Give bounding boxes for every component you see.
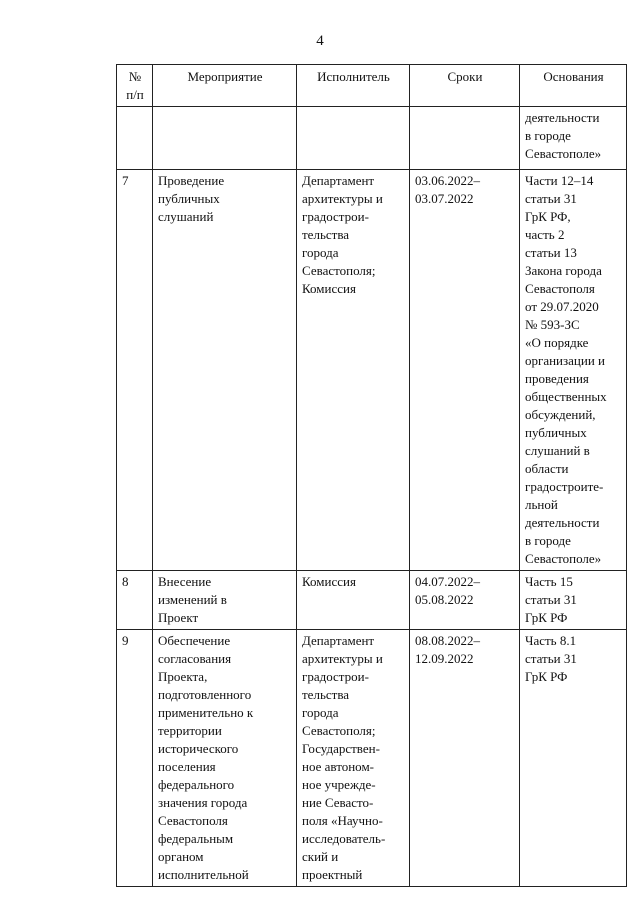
cell-basis bbox=[520, 630, 627, 887]
cell-num-text: 8 bbox=[122, 574, 129, 589]
cell-dates-text: 08.08.2022– 12.09.2022 bbox=[415, 633, 480, 666]
events-table bbox=[116, 64, 627, 887]
cell-event bbox=[153, 630, 297, 887]
cell-num bbox=[117, 630, 153, 887]
cell-event bbox=[153, 170, 297, 571]
cell-num-text: 7 bbox=[122, 173, 129, 188]
page-number: 4 bbox=[316, 33, 324, 49]
header-dates bbox=[410, 65, 520, 107]
cell-num bbox=[117, 571, 153, 630]
table-header-row bbox=[117, 65, 627, 107]
table-row bbox=[117, 170, 627, 571]
cell-basis-text: Часть 15 статьи 31 ГрК РФ bbox=[525, 574, 577, 625]
header-num bbox=[117, 65, 153, 107]
header-event-label: Мероприятие bbox=[187, 69, 263, 84]
cell-executor-text: Комиссия bbox=[302, 574, 356, 589]
cell-num bbox=[117, 170, 153, 571]
header-event bbox=[153, 65, 297, 107]
cell-event bbox=[153, 107, 297, 170]
header-executor bbox=[297, 65, 410, 107]
cell-executor-text: Департамент архитектуры и градострои- тельства города Севастополя; Государствен- ное автоном- ное учрежде- ние Севасто- поля «Научно- исследователь- ский и проектный bbox=[302, 633, 386, 882]
cell-dates-text: 03.06.2022– 03.07.2022 bbox=[415, 173, 480, 206]
cell-basis-text: деятельности в городе Севастополе» bbox=[525, 110, 602, 161]
table-row bbox=[117, 571, 627, 630]
cell-executor bbox=[297, 630, 410, 887]
cell-dates bbox=[410, 170, 520, 571]
cell-executor bbox=[297, 571, 410, 630]
cell-event-text: Проведение публичных слушаний bbox=[158, 173, 225, 224]
cell-basis bbox=[520, 170, 627, 571]
cell-event-text: Обеспечение согласования Проекта, подготовленного применительно к территории исторического поселения федерального значения города Севастополя федеральным органом исполнительной bbox=[158, 633, 254, 882]
table-row bbox=[117, 630, 627, 887]
cell-basis bbox=[520, 571, 627, 630]
header-basis-label: Основания bbox=[543, 69, 604, 84]
cell-basis-text: Часть 8.1 статьи 31 ГрК РФ bbox=[525, 633, 577, 684]
table-row bbox=[117, 107, 627, 170]
cell-dates bbox=[410, 630, 520, 887]
cell-num bbox=[117, 107, 153, 170]
cell-dates bbox=[410, 571, 520, 630]
header-num-label: № п/п bbox=[126, 69, 144, 102]
cell-basis-text: Части 12–14 статьи 31 ГрК РФ, часть 2 статьи 13 Закона города Севастополя от 29.07.2020 № 593-ЗС «О порядке организации и проведения общественных обсуждений, публичных слушаний в области градостроите- льной деятельности в городе Севастополе» bbox=[525, 173, 607, 566]
header-executor-label: Исполнитель bbox=[317, 69, 390, 84]
cell-basis bbox=[520, 107, 627, 170]
cell-event bbox=[153, 571, 297, 630]
cell-num-text: 9 bbox=[122, 633, 129, 648]
cell-event-text: Внесение изменений в Проект bbox=[158, 574, 227, 625]
cell-executor-text: Департамент архитектуры и градострои- тельства города Севастополя; Комиссия bbox=[302, 173, 383, 296]
cell-executor bbox=[297, 170, 410, 571]
header-dates-label: Сроки bbox=[447, 69, 483, 84]
cell-dates-text: 04.07.2022– 05.08.2022 bbox=[415, 574, 480, 607]
cell-dates bbox=[410, 107, 520, 170]
header-basis bbox=[520, 65, 627, 107]
cell-executor bbox=[297, 107, 410, 170]
